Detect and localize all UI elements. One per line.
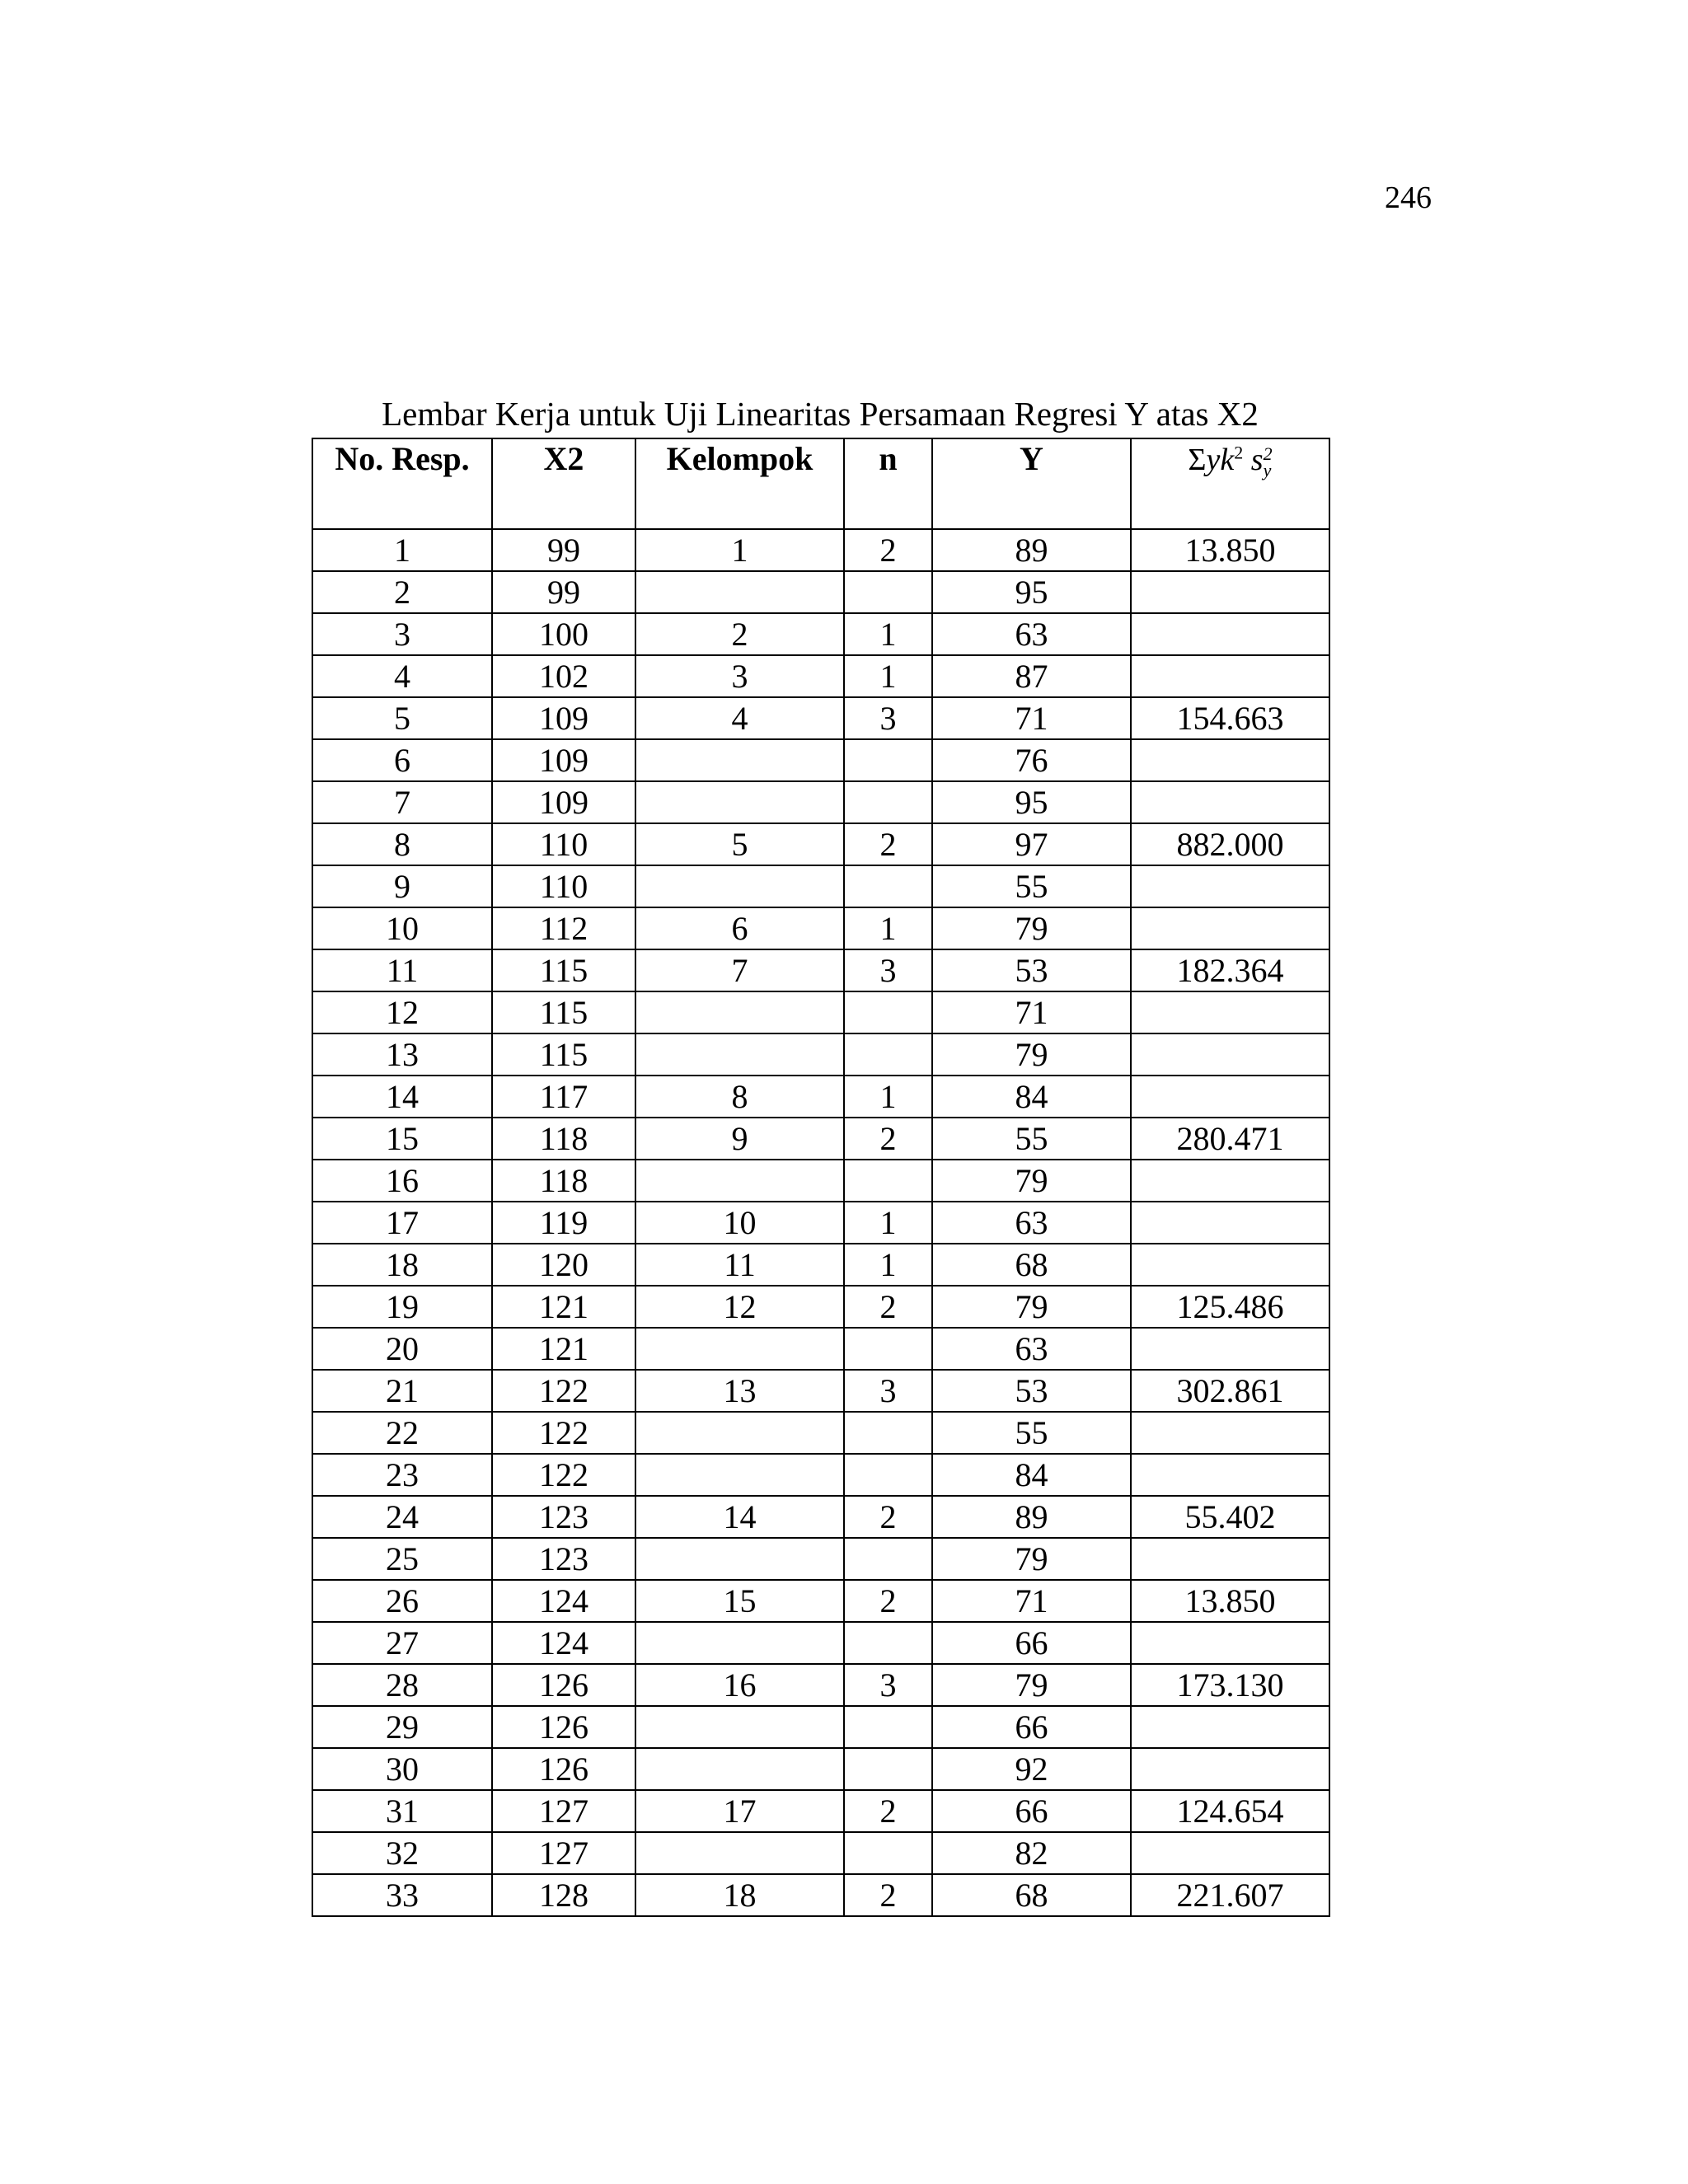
cell-y: 89 — [932, 529, 1131, 571]
cell-y: 95 — [932, 571, 1131, 613]
cell-y: 97 — [932, 823, 1131, 865]
table-row — [312, 1538, 1329, 1580]
cell-sum — [1131, 739, 1329, 781]
cell-sum: 221.607 — [1131, 1874, 1329, 1916]
cell-sum — [1131, 991, 1329, 1033]
table-row — [312, 1160, 1329, 1202]
cell-y: 79 — [932, 1538, 1131, 1580]
cell-n — [844, 739, 932, 781]
cell-resp: 13 — [312, 1033, 492, 1076]
cell-x2: 117 — [492, 1076, 635, 1118]
cell-n — [844, 1328, 932, 1370]
table-row — [312, 1454, 1329, 1496]
header-sum-formula — [1131, 438, 1329, 529]
cell-n: 2 — [844, 1874, 932, 1916]
cell-sum — [1131, 781, 1329, 823]
header-x2: X2 — [492, 438, 635, 529]
cell-x2: 110 — [492, 823, 635, 865]
cell-sum — [1131, 1244, 1329, 1286]
cell-sum — [1131, 1412, 1329, 1454]
cell-sum: 55.402 — [1131, 1496, 1329, 1538]
cell-y: 84 — [932, 1076, 1131, 1118]
formula-k-exponent: 2 — [1234, 442, 1244, 463]
cell-x2: 100 — [492, 613, 635, 655]
table-row — [312, 907, 1329, 949]
cell-resp: 15 — [312, 1118, 492, 1160]
cell-sum — [1131, 1202, 1329, 1244]
table-row — [312, 1622, 1329, 1664]
cell-x2: 112 — [492, 907, 635, 949]
cell-sum — [1131, 1748, 1329, 1790]
table-row — [312, 1118, 1329, 1160]
cell-n: 3 — [844, 949, 932, 991]
cell-kelompok: 13 — [635, 1370, 844, 1412]
cell-kelompok: 4 — [635, 697, 844, 739]
cell-x2: 118 — [492, 1118, 635, 1160]
cell-y: 63 — [932, 613, 1131, 655]
table-row — [312, 1748, 1329, 1790]
cell-n: 2 — [844, 823, 932, 865]
cell-y: 71 — [932, 991, 1131, 1033]
cell-x2: 127 — [492, 1832, 635, 1874]
table-row — [312, 1664, 1329, 1706]
cell-x2: 102 — [492, 655, 635, 697]
cell-resp: 10 — [312, 907, 492, 949]
cell-resp: 18 — [312, 1244, 492, 1286]
cell-x2: 99 — [492, 571, 635, 613]
cell-resp: 24 — [312, 1496, 492, 1538]
cell-y: 53 — [932, 1370, 1131, 1412]
cell-resp: 11 — [312, 949, 492, 991]
cell-resp: 30 — [312, 1748, 492, 1790]
cell-n — [844, 1412, 932, 1454]
formula-s-exponent: 2 — [1263, 443, 1273, 465]
cell-resp: 19 — [312, 1286, 492, 1328]
formula-s: s — [1250, 443, 1264, 477]
table-row — [312, 571, 1329, 613]
cell-n: 2 — [844, 1118, 932, 1160]
cell-kelompok — [635, 1706, 844, 1748]
cell-y: 66 — [932, 1622, 1131, 1664]
cell-sum: 154.663 — [1131, 697, 1329, 739]
cell-n — [844, 1454, 932, 1496]
cell-kelompok: 17 — [635, 1790, 844, 1832]
formula-y: y — [1206, 443, 1221, 477]
table-row — [312, 1328, 1329, 1370]
table-row — [312, 1033, 1329, 1076]
cell-x2: 124 — [492, 1622, 635, 1664]
cell-y: 63 — [932, 1328, 1131, 1370]
cell-x2: 110 — [492, 865, 635, 907]
cell-kelompok: 2 — [635, 613, 844, 655]
table-row — [312, 1286, 1329, 1328]
cell-x2: 126 — [492, 1706, 635, 1748]
cell-y: 71 — [932, 697, 1131, 739]
header-n: n — [844, 438, 932, 529]
table-row — [312, 739, 1329, 781]
cell-kelompok: 12 — [635, 1286, 844, 1328]
cell-resp: 28 — [312, 1664, 492, 1706]
cell-sum — [1131, 1622, 1329, 1664]
cell-kelompok: 5 — [635, 823, 844, 865]
cell-x2: 122 — [492, 1412, 635, 1454]
cell-sum — [1131, 1706, 1329, 1748]
cell-y: 79 — [932, 1286, 1131, 1328]
table-row — [312, 1370, 1329, 1412]
cell-resp: 3 — [312, 613, 492, 655]
table-row — [312, 1580, 1329, 1622]
cell-y: 53 — [932, 949, 1131, 991]
table-header-row — [312, 438, 1329, 529]
cell-resp: 2 — [312, 571, 492, 613]
cell-x2: 99 — [492, 529, 635, 571]
cell-sum — [1131, 1454, 1329, 1496]
cell-x2: 109 — [492, 739, 635, 781]
table-row — [312, 1874, 1329, 1916]
cell-x2: 122 — [492, 1370, 635, 1412]
table-row — [312, 865, 1329, 907]
header-kelompok: Kelompok — [635, 438, 844, 529]
cell-sum: 124.654 — [1131, 1790, 1329, 1832]
cell-y: 66 — [932, 1706, 1131, 1748]
cell-sum — [1131, 1832, 1329, 1874]
cell-x2: 115 — [492, 949, 635, 991]
cell-n: 2 — [844, 529, 932, 571]
cell-n: 1 — [844, 907, 932, 949]
cell-sum — [1131, 1328, 1329, 1370]
table-row — [312, 1202, 1329, 1244]
cell-resp: 21 — [312, 1370, 492, 1412]
cell-x2: 123 — [492, 1538, 635, 1580]
cell-sum: 182.364 — [1131, 949, 1329, 991]
cell-sum — [1131, 571, 1329, 613]
cell-x2: 120 — [492, 1244, 635, 1286]
cell-kelompok: 14 — [635, 1496, 844, 1538]
cell-resp: 31 — [312, 1790, 492, 1832]
cell-kelompok: 16 — [635, 1664, 844, 1706]
cell-x2: 121 — [492, 1328, 635, 1370]
cell-n — [844, 571, 932, 613]
cell-kelompok: 1 — [635, 529, 844, 571]
cell-kelompok — [635, 1748, 844, 1790]
cell-y: 87 — [932, 655, 1131, 697]
cell-n — [844, 1832, 932, 1874]
cell-y: 79 — [932, 907, 1131, 949]
table-row — [312, 1076, 1329, 1118]
cell-x2: 126 — [492, 1664, 635, 1706]
cell-kelompok — [635, 1033, 844, 1076]
cell-x2: 109 — [492, 781, 635, 823]
cell-n: 1 — [844, 1076, 932, 1118]
cell-resp: 14 — [312, 1076, 492, 1118]
cell-resp: 16 — [312, 1160, 492, 1202]
cell-y: 55 — [932, 1412, 1131, 1454]
table-body — [312, 529, 1329, 1916]
cell-x2: 124 — [492, 1580, 635, 1622]
cell-x2: 122 — [492, 1454, 635, 1496]
cell-x2: 115 — [492, 1033, 635, 1076]
cell-x2: 118 — [492, 1160, 635, 1202]
cell-y: 84 — [932, 1454, 1131, 1496]
table-row — [312, 697, 1329, 739]
cell-x2: 121 — [492, 1286, 635, 1328]
header-resp: No. Resp. — [312, 438, 492, 529]
cell-sum — [1131, 1033, 1329, 1076]
cell-kelompok — [635, 1454, 844, 1496]
cell-n — [844, 865, 932, 907]
cell-y: 79 — [932, 1664, 1131, 1706]
table-row — [312, 1790, 1329, 1832]
cell-resp: 4 — [312, 655, 492, 697]
table-row — [312, 613, 1329, 655]
table-row — [312, 1244, 1329, 1286]
cell-resp: 7 — [312, 781, 492, 823]
table-row — [312, 823, 1329, 865]
cell-sum: 882.000 — [1131, 823, 1329, 865]
header-y: Y — [932, 438, 1131, 529]
cell-n: 1 — [844, 613, 932, 655]
cell-n: 1 — [844, 655, 932, 697]
cell-n — [844, 1160, 932, 1202]
cell-resp: 8 — [312, 823, 492, 865]
cell-kelompok — [635, 1160, 844, 1202]
cell-resp: 6 — [312, 739, 492, 781]
cell-n: 3 — [844, 697, 932, 739]
cell-y: 79 — [932, 1033, 1131, 1076]
worksheet-title: Lembar Kerja untuk Uji Linearitas Persamaan Regresi Y atas X2 — [382, 395, 1259, 433]
cell-kelompok — [635, 1832, 844, 1874]
cell-kelompok — [635, 1328, 844, 1370]
cell-resp: 32 — [312, 1832, 492, 1874]
cell-kelompok — [635, 991, 844, 1033]
cell-x2: 115 — [492, 991, 635, 1033]
table-row — [312, 1832, 1329, 1874]
cell-y: 55 — [932, 1118, 1131, 1160]
worksheet-table — [312, 438, 1330, 1917]
cell-resp: 22 — [312, 1412, 492, 1454]
cell-y: 82 — [932, 1832, 1131, 1874]
cell-y: 66 — [932, 1790, 1131, 1832]
cell-resp: 27 — [312, 1622, 492, 1664]
cell-resp: 23 — [312, 1454, 492, 1496]
table-row — [312, 991, 1329, 1033]
cell-n: 3 — [844, 1370, 932, 1412]
cell-resp: 26 — [312, 1580, 492, 1622]
cell-n: 3 — [844, 1664, 932, 1706]
cell-n: 2 — [844, 1580, 932, 1622]
cell-resp: 5 — [312, 697, 492, 739]
cell-n — [844, 1748, 932, 1790]
table-row — [312, 655, 1329, 697]
cell-y: 92 — [932, 1748, 1131, 1790]
cell-y: 76 — [932, 739, 1131, 781]
cell-y: 68 — [932, 1244, 1131, 1286]
cell-sum — [1131, 613, 1329, 655]
table-row — [312, 1496, 1329, 1538]
cell-sum — [1131, 1076, 1329, 1118]
cell-resp: 12 — [312, 991, 492, 1033]
cell-n: 1 — [844, 1244, 932, 1286]
cell-resp: 1 — [312, 529, 492, 571]
table-row — [312, 529, 1329, 571]
cell-kelompok — [635, 781, 844, 823]
cell-sum — [1131, 1160, 1329, 1202]
cell-sum — [1131, 655, 1329, 697]
cell-n — [844, 781, 932, 823]
cell-n: 2 — [844, 1790, 932, 1832]
cell-kelompok — [635, 1622, 844, 1664]
cell-y: 63 — [932, 1202, 1131, 1244]
cell-y: 95 — [932, 781, 1131, 823]
cell-y: 68 — [932, 1874, 1131, 1916]
formula-s-subscript: y — [1263, 460, 1272, 481]
cell-kelompok — [635, 739, 844, 781]
cell-x2: 123 — [492, 1496, 635, 1538]
cell-n: 1 — [844, 1202, 932, 1244]
cell-sum — [1131, 907, 1329, 949]
cell-kelompok: 9 — [635, 1118, 844, 1160]
sigma-symbol: Σ — [1188, 443, 1207, 477]
cell-sum: 125.486 — [1131, 1286, 1329, 1328]
cell-resp: 9 — [312, 865, 492, 907]
cell-kelompok — [635, 571, 844, 613]
table-row — [312, 781, 1329, 823]
cell-kelompok — [635, 1538, 844, 1580]
cell-x2: 109 — [492, 697, 635, 739]
cell-kelompok: 8 — [635, 1076, 844, 1118]
table-row — [312, 1706, 1329, 1748]
cell-x2: 128 — [492, 1874, 635, 1916]
cell-x2: 119 — [492, 1202, 635, 1244]
cell-sum — [1131, 1538, 1329, 1580]
cell-kelompok: 10 — [635, 1202, 844, 1244]
formula-k: k — [1220, 443, 1235, 477]
cell-sum: 280.471 — [1131, 1118, 1329, 1160]
cell-kelompok: 7 — [635, 949, 844, 991]
table-row — [312, 949, 1329, 991]
cell-n — [844, 1622, 932, 1664]
cell-kelompok: 6 — [635, 907, 844, 949]
cell-n — [844, 991, 932, 1033]
cell-y: 89 — [932, 1496, 1131, 1538]
cell-sum: 13.850 — [1131, 529, 1329, 571]
cell-sum: 302.861 — [1131, 1370, 1329, 1412]
cell-kelompok: 3 — [635, 655, 844, 697]
cell-n: 2 — [844, 1496, 932, 1538]
formula-s-scripts — [1263, 443, 1273, 481]
cell-resp: 33 — [312, 1874, 492, 1916]
cell-kelompok — [635, 865, 844, 907]
sum-formula — [1188, 442, 1273, 481]
cell-n: 2 — [844, 1286, 932, 1328]
cell-sum: 13.850 — [1131, 1580, 1329, 1622]
cell-x2: 126 — [492, 1748, 635, 1790]
cell-resp: 25 — [312, 1538, 492, 1580]
cell-y: 79 — [932, 1160, 1131, 1202]
cell-y: 55 — [932, 865, 1131, 907]
page-number: 246 — [1385, 180, 1432, 215]
cell-kelompok — [635, 1412, 844, 1454]
cell-resp: 20 — [312, 1328, 492, 1370]
cell-kelompok: 11 — [635, 1244, 844, 1286]
cell-sum: 173.130 — [1131, 1664, 1329, 1706]
cell-kelompok: 15 — [635, 1580, 844, 1622]
cell-sum — [1131, 865, 1329, 907]
cell-y: 71 — [932, 1580, 1131, 1622]
cell-x2: 127 — [492, 1790, 635, 1832]
cell-n — [844, 1033, 932, 1076]
cell-n — [844, 1538, 932, 1580]
table-row — [312, 1412, 1329, 1454]
cell-resp: 17 — [312, 1202, 492, 1244]
cell-kelompok: 18 — [635, 1874, 844, 1916]
cell-resp: 29 — [312, 1706, 492, 1748]
cell-n — [844, 1706, 932, 1748]
